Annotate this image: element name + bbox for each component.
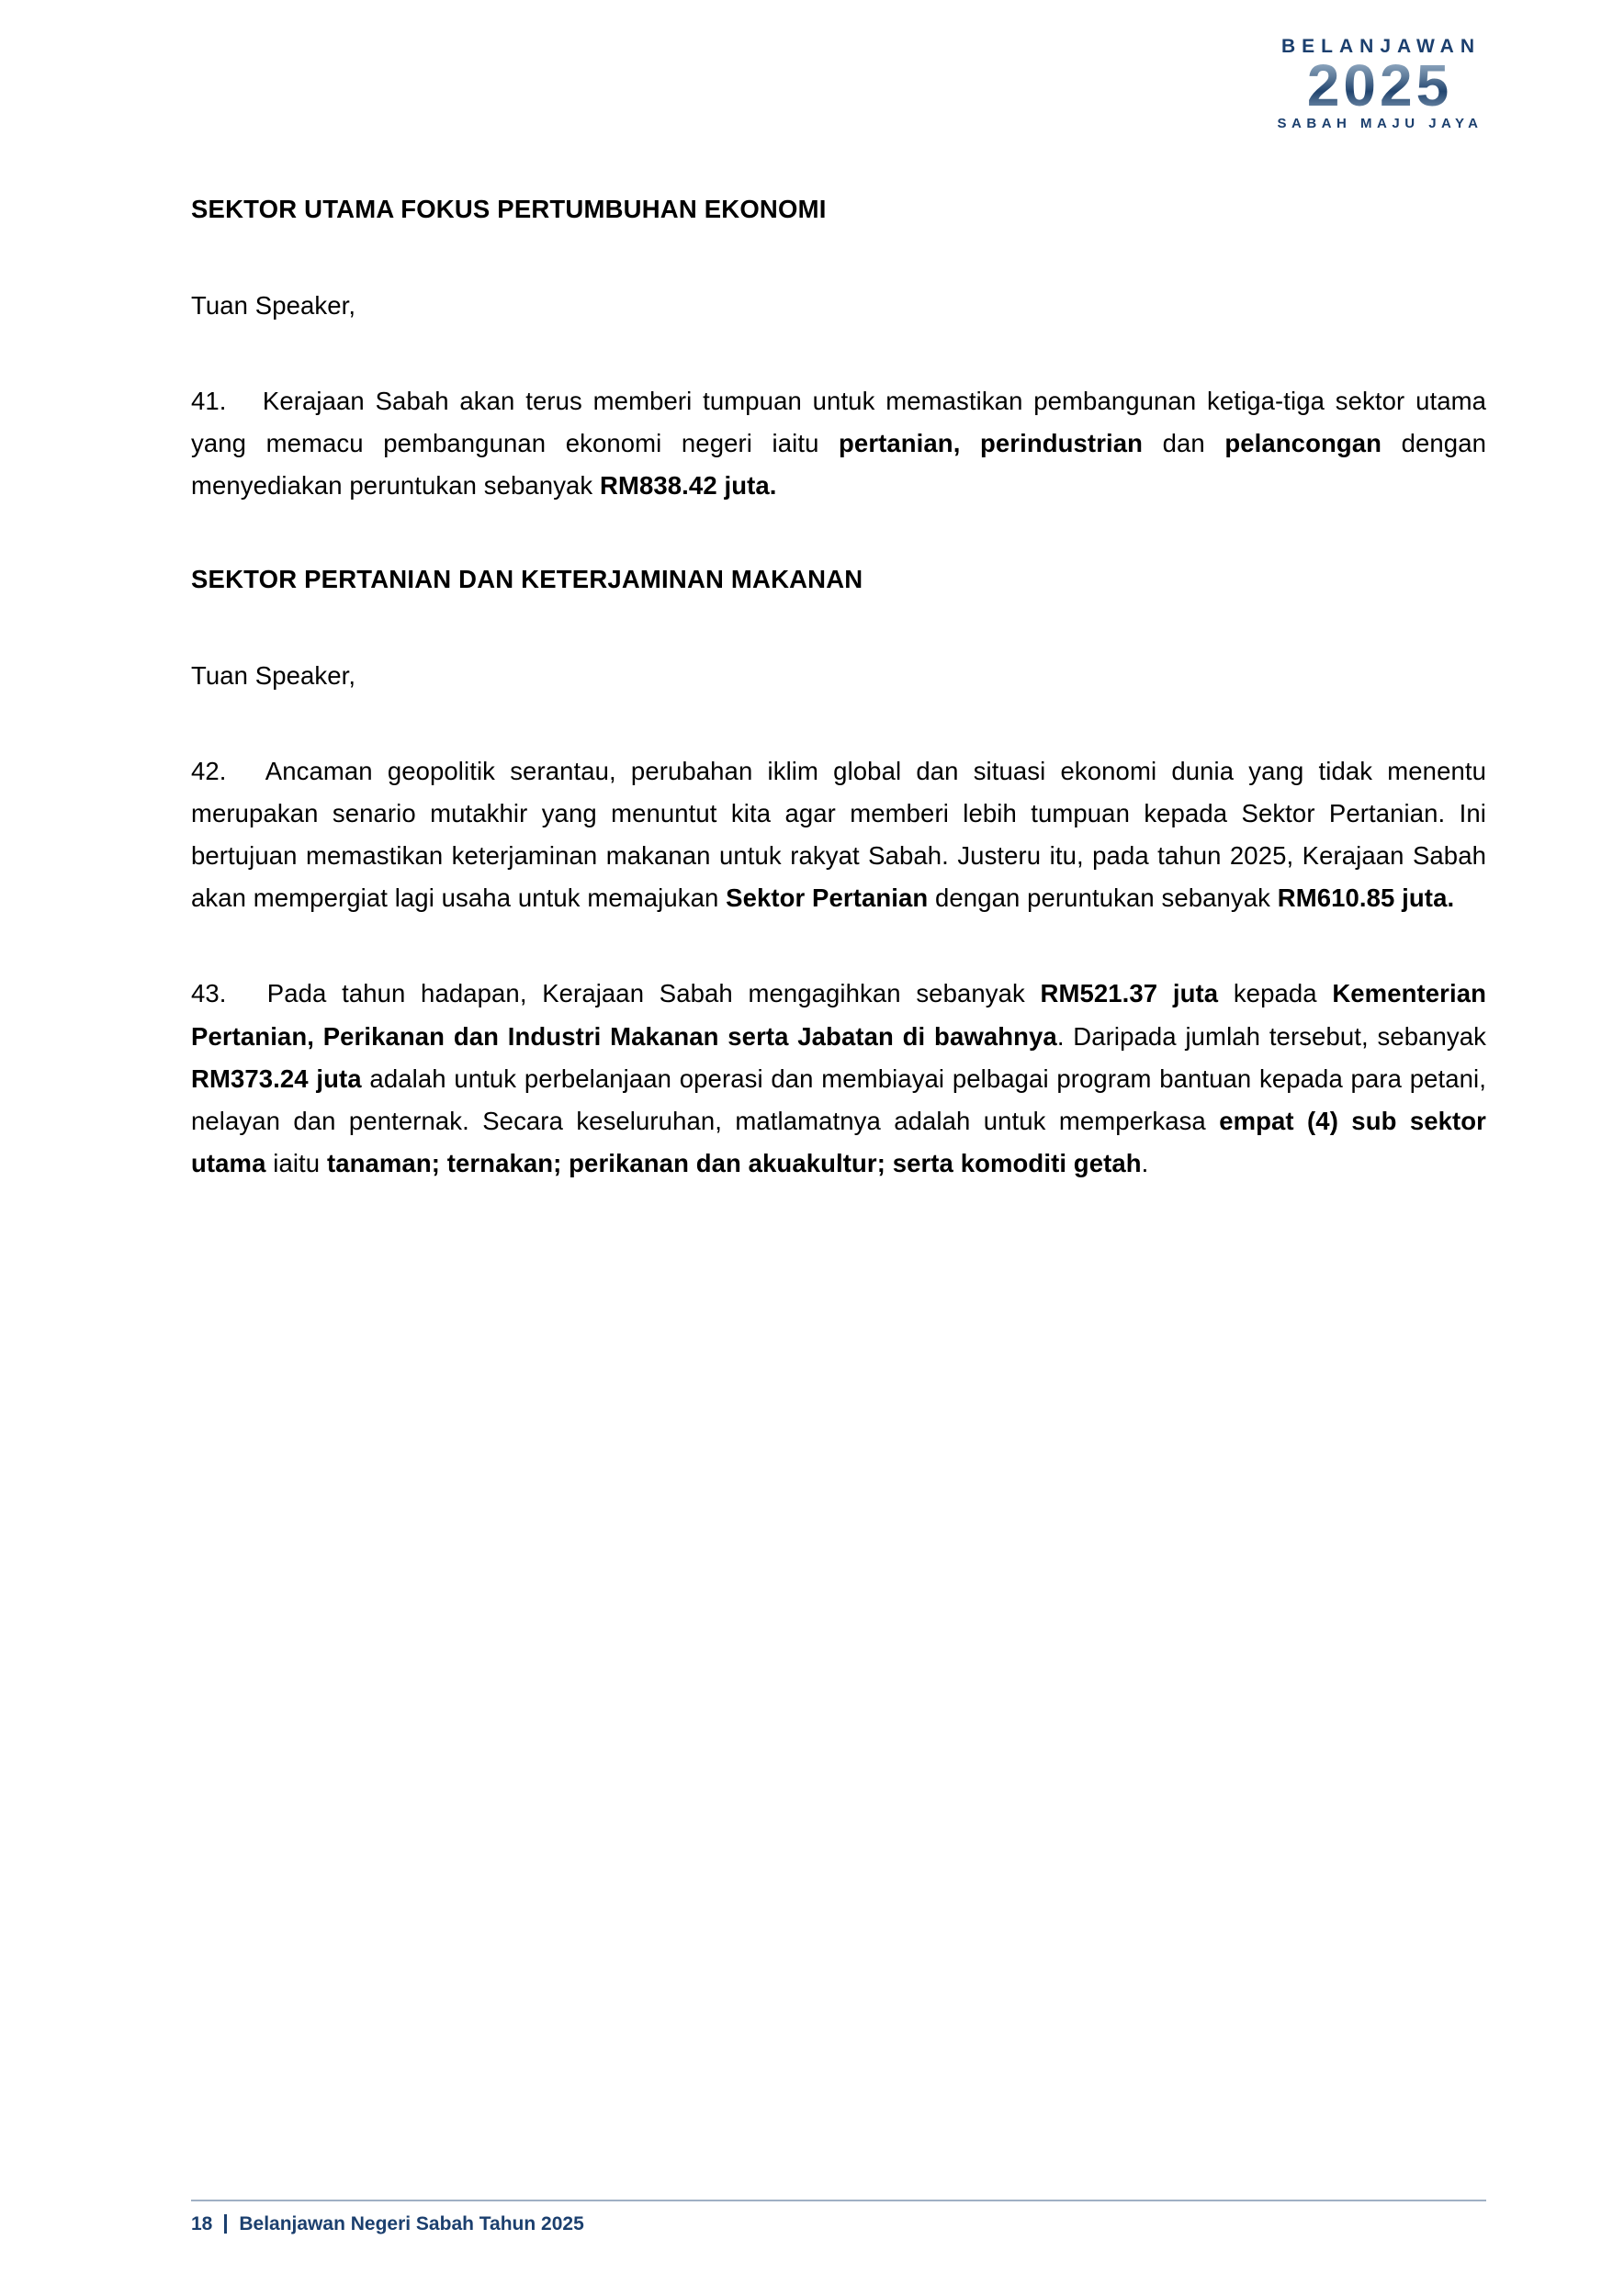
document-body [191, 191, 1486, 1185]
paragraph-42 [191, 750, 1486, 920]
paragraph-41-part-a: 41. Kerajaan Sabah akan terus memberi tumpuan untuk memastikan pembangunan ketiga-tiga sektor utama yang memacu pembangunan ekonomi negeri iaitu [191, 387, 1486, 458]
paragraph-43-bold-amount-1: RM521.37 juta [1040, 979, 1219, 1008]
paragraph-43-part-g: adalah untuk perbelanjaan operasi dan membiayai pelbagai program bantuan kepada para petani, nelayan dan penternak. Secara keseluruhan, matlamatnya adalah untuk memperkasa [191, 1064, 1486, 1135]
paragraph-43-part-a: 43. Pada tahun hadapan, Kerajaan Sabah mengagihkan sebanyak [191, 979, 1041, 1008]
footer-page-number: 18 [191, 2214, 227, 2234]
salutation-1: Tuan Speaker, [191, 290, 356, 320]
section-heading-agriculture: SEKTOR PERTANIAN DAN KETERJAMINAN MAKANAN [191, 564, 863, 593]
paragraph-43-part-c: kepada [1218, 979, 1333, 1008]
paragraph-41-part-c: dan [1143, 429, 1225, 458]
logo-tagline-text: SABAH MAJU JAYA [1277, 115, 1483, 131]
footer-content [191, 2214, 1486, 2234]
paragraph-43-bold-subsector-list: tanaman; ternakan; perikanan dan akuakultur; serta komoditi getah [326, 1149, 1142, 1178]
paragraph-43-part-i: iaitu [265, 1149, 327, 1178]
paragraph-42-bold-amount: RM610.85 juta. [1277, 884, 1455, 913]
paragraph-41-part-e: dengan menyediakan peruntukan sebanyak [191, 429, 1486, 501]
paragraph-43-bold-ministry: Kementerian Pertanian, Perikanan dan Industri Makanan serta Jabatan di bawahnya [191, 979, 1486, 1051]
paragraph-43-bold-amount-2: RM373.24 juta [191, 1064, 362, 1093]
paragraph-43-part-e: . Daripada jumlah tersebut, sebanyak [1056, 1021, 1486, 1051]
paragraph-41-bold-tourism: pelancongan [1224, 429, 1382, 458]
paragraph-43-bold-subsectors: empat (4) sub sektor utama [191, 1107, 1486, 1178]
belanjawan-2025-logo [1240, 37, 1516, 130]
paragraph-42-part-a: 42. Ancaman geopolitik serantau, perubahan iklim global dan situasi ekonomi dunia yang tidak menentu merupakan senario mutakhir yang menuntut kita agar memberi lebih tumpuan kepada Sektor Pertanian. Ini bertujuan memastikan keterjaminan makanan untuk rakyat Sabah. Justeru itu, pada tahun 2025, Kerajaan Sabah akan mempergiat lagi usaha untuk memajukan [191, 756, 1486, 913]
paragraph-42-part-c: dengan peruntukan sebanyak [928, 884, 1278, 913]
paragraph-43-part-k: . [1141, 1149, 1149, 1178]
paragraph-41-bold-amount: RM838.42 juta. [600, 471, 777, 501]
paragraph-41 [191, 380, 1486, 508]
salutation-2: Tuan Speaker, [191, 660, 356, 690]
page-footer [191, 2200, 1486, 2234]
paragraph-43 [191, 973, 1486, 1185]
footer-document-title: Belanjawan Negeri Sabah Tahun 2025 [239, 2213, 584, 2234]
logo-year-text: 2025 [1240, 58, 1516, 114]
paragraph-42-bold-sector: Sektor Pertanian [726, 884, 929, 913]
logo-top-text: BELANJAWAN [1280, 36, 1481, 57]
section-heading-economic-growth: SEKTOR UTAMA FOKUS PERTUMBUHAN EKONOMI [191, 195, 827, 223]
footer-divider [191, 2200, 1486, 2201]
paragraph-41-bold-sectors: pertanian, perindustrian [839, 429, 1144, 458]
